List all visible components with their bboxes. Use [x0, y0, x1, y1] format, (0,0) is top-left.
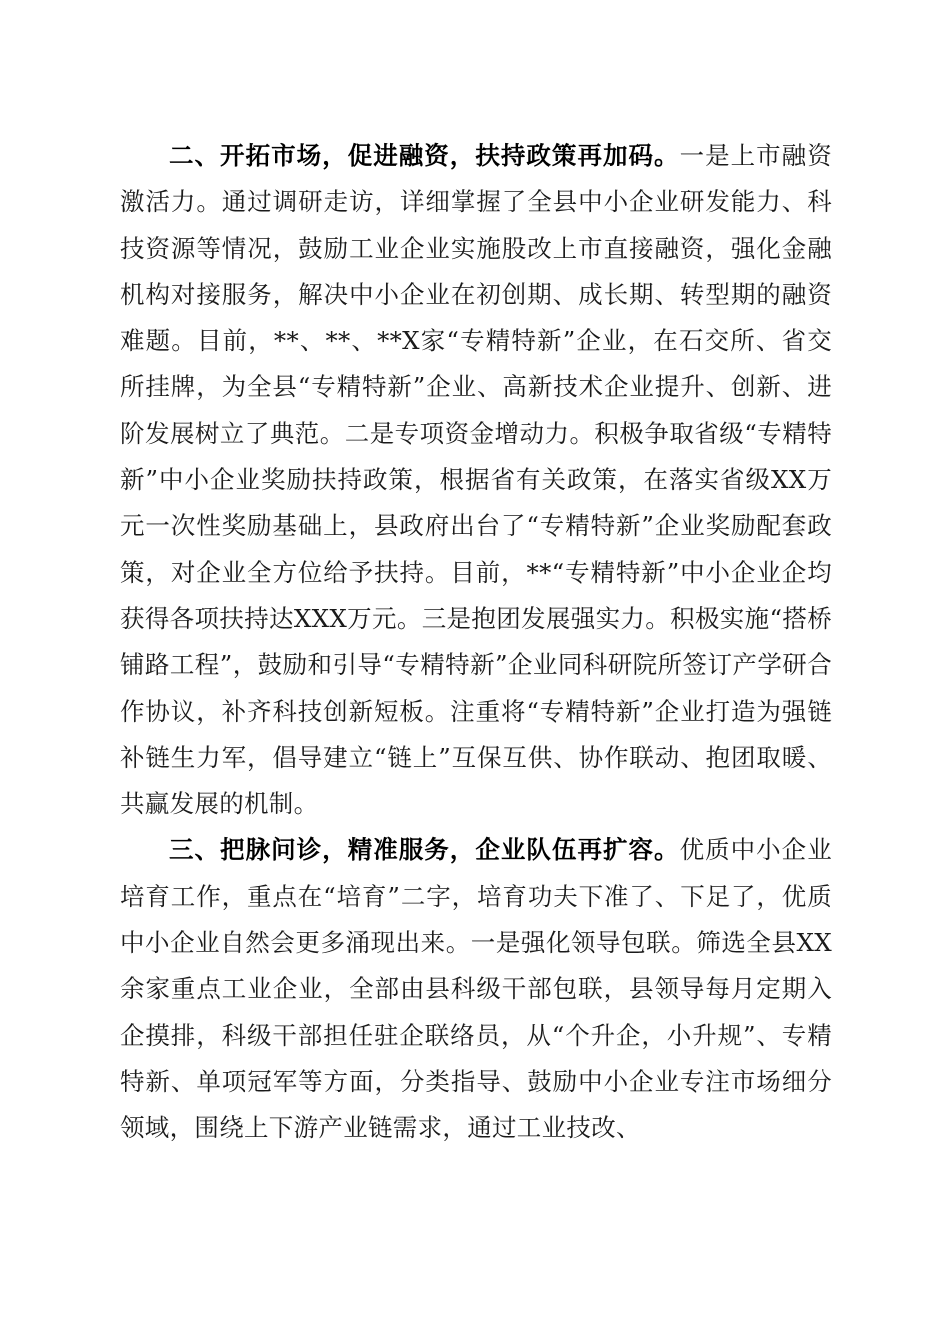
section-heading-three: 三、把脉问诊，精准服务，企业队伍再扩容。	[169, 835, 680, 865]
section-heading-two: 二、开拓市场，促进融资，扶持政策再加码。	[169, 141, 680, 170]
section-body-two: 一是上市融资激活力。通过调研走访，详细掌握了全县中小企业研发能力、科技资源等情况，鼓励工业企业实施股改上市直接融资，强化金融机构对接服务，解决中小企业在初创期、成长期、转型期的融资难题。目前，**、**、**X家“专精特新”企业，在石交所、省交所挂牌，为全县“专精特新”企业、高新技术企业提升、创新、进阶发展树立了典范。二是专项资金增动力。积极争取省级“专精特新”中小企业奖励扶持政策，根据省有关政策，在落实省级XX万元一次性奖励基础上，县政府出台了“专精特新”企业奖励配套政策，对企业全方位给予扶持。目前，**“专精特新”中小企业企均获得各项扶持达XXX万元。三是抱团发展强实力。积极实施“搭桥铺路工程”，鼓励和引导“专精特新”企业同科研院所签订产学研合作协议，补齐科技创新短板。注重将“专精特新”企业打造为强链补链生力军，倡导建立“链上”互保互供、协作联动、抱团取暖、共赢发展的机制。	[120, 141, 832, 819]
paragraph-precise-service	[120, 827, 832, 1151]
section-body-three: 优质中小企业培育工作，重点在“培育”二字，培育功夫下准了、下足了，优质中小企业自然会更多涌现出来。一是强化领导包联。筛选全县XX余家重点工业企业，全部由县科级干部包联，县领导每月定期入企摸排，科级干部担任驻企联络员，从“个升企，小升规”、专精特新、单项冠军等方面，分类指导、鼓励中小企业专注市场细分领域，围绕上下游产业链需求，通过工业技改、	[120, 835, 832, 1143]
paragraph-market-financing	[120, 133, 832, 827]
document-body	[120, 133, 832, 1152]
